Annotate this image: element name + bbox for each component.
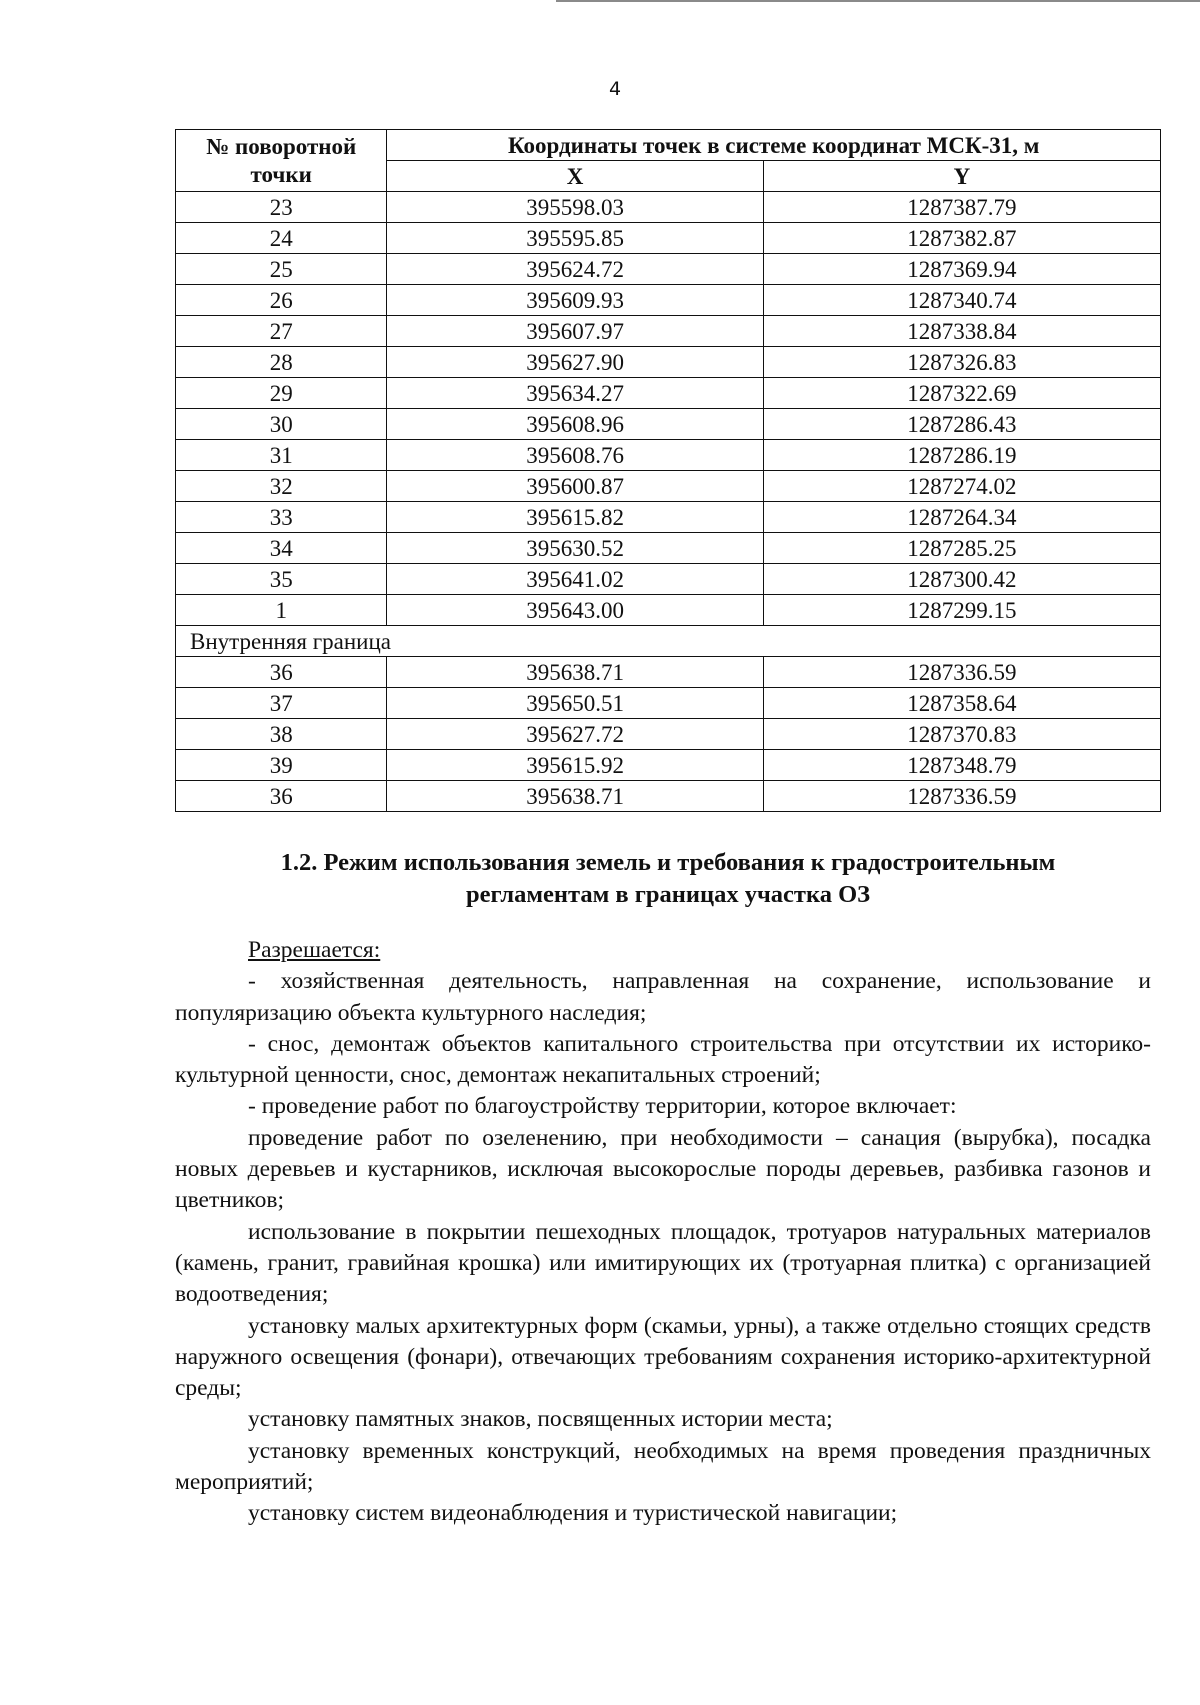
x-coordinate-cell: 395638.71 [387,657,763,688]
x-coordinate-cell: 395641.02 [387,564,763,595]
point-number-cell: 34 [176,533,387,564]
paragraph: установку временных конструкций, необходимых на время проведения праздничных мероприятий; [175,1437,1151,1496]
x-coordinate-cell: 395634.27 [387,378,763,409]
table-row [176,688,1161,719]
paragraph: установку малых архитектурных форм (скамьи, урны), а также отдельно стоящих средств наружного освещения (фонари), отвечающих требованиям сохранения историко-архитектурной среды; [175,1312,1151,1402]
inner-boundary-rows [176,657,1161,812]
allowed-label: Разрешается: [248,937,381,963]
x-coordinate-cell: 395600.87 [387,471,763,502]
point-number-cell: 1 [176,595,387,626]
x-coordinate-cell: 395595.85 [387,223,763,254]
y-coordinate-cell: 1287264.34 [763,502,1160,533]
y-coordinate-cell: 1287286.43 [763,409,1160,440]
y-coordinate-cell: 1287338.84 [763,316,1160,347]
section-body [175,935,1151,1530]
header-y: Y [763,161,1160,192]
point-number-cell: 37 [176,688,387,719]
point-number-cell: 30 [176,409,387,440]
paragraph: установку памятных знаков, посвященных истории места; [248,1406,833,1433]
x-coordinate-cell: 395598.03 [387,192,763,223]
table-row [176,781,1161,812]
x-coordinate-cell: 395609.93 [387,285,763,316]
y-coordinate-cell: 1287387.79 [763,192,1160,223]
point-number-cell: 23 [176,192,387,223]
y-coordinate-cell: 1287285.25 [763,533,1160,564]
point-number-cell: 39 [176,750,387,781]
x-coordinate-cell: 395608.76 [387,440,763,471]
x-coordinate-cell: 395624.72 [387,254,763,285]
paragraph: установку систем видеонаблюдения и туристической навигации; [248,1500,898,1527]
y-coordinate-cell: 1287358.64 [763,688,1160,719]
table-row [176,750,1161,781]
y-coordinate-cell: 1287348.79 [763,750,1160,781]
x-coordinate-cell: 395607.97 [387,316,763,347]
table-row [176,409,1161,440]
y-coordinate-cell: 1287300.42 [763,564,1160,595]
point-number-cell: 24 [176,223,387,254]
y-coordinate-cell: 1287336.59 [763,781,1160,812]
point-number-cell: 25 [176,254,387,285]
header-x: X [387,161,763,192]
table-row [176,564,1161,595]
table-row [176,223,1161,254]
point-number-cell: 28 [176,347,387,378]
inner-boundary-label: Внутренняя граница [176,626,1161,657]
table-row [176,254,1161,285]
table-row [176,502,1161,533]
y-coordinate-cell: 1287336.59 [763,657,1160,688]
x-coordinate-cell: 395630.52 [387,533,763,564]
paragraph: - снос, демонтаж объектов капитального строительства при отсутствии их историко-культурной ценности, снос, демонтаж некапитальных строений; [175,1030,1151,1089]
table-row [176,316,1161,347]
table-row [176,719,1161,750]
paragraph: использование в покрытии пешеходных площадок, тротуаров натуральных материалов (камень, гранит, гравийная крошка) или имитирующих их (тротуарная плитка) с организацией водоотведения; [175,1218,1151,1308]
header-point-number: № поворотной точки [176,130,387,192]
x-coordinate-cell: 395627.90 [387,347,763,378]
top-edge-rule [556,0,1200,2]
table-row [176,347,1161,378]
y-coordinate-cell: 1287370.83 [763,719,1160,750]
outer-boundary-rows [176,192,1161,626]
y-coordinate-cell: 1287299.15 [763,595,1160,626]
point-number-cell: 35 [176,564,387,595]
section-heading-line1: 1.2. Режим использования земель и требования к градостроительным [280,849,1056,876]
point-number-cell: 31 [176,440,387,471]
x-coordinate-cell: 395615.92 [387,750,763,781]
paragraph: - проведение работ по благоустройству территории, которое включает: [248,1093,957,1120]
page-number: 4 [608,78,622,100]
y-coordinate-cell: 1287382.87 [763,223,1160,254]
table-row [176,378,1161,409]
table-row [176,440,1161,471]
point-number-cell: 29 [176,378,387,409]
table-row [176,192,1161,223]
table-row [176,533,1161,564]
x-coordinate-cell: 395608.96 [387,409,763,440]
x-coordinate-cell: 395627.72 [387,719,763,750]
paragraph: проведение работ по озеленению, при необходимости – санация (вырубка), посадка новых деревьев и кустарников, исключая высокорослые породы деревьев, разбивка газонов и цветников; [175,1124,1151,1214]
x-coordinate-cell: 395638.71 [387,781,763,812]
point-number-cell: 33 [176,502,387,533]
section-row-inner-boundary [176,626,1161,657]
point-number-cell: 26 [176,285,387,316]
point-number-cell: 36 [176,781,387,812]
header-coordinates-group: Координаты точек в системе координат МСК-31, м [387,130,1161,161]
point-number-cell: 27 [176,316,387,347]
table-row [176,595,1161,626]
y-coordinate-cell: 1287274.02 [763,471,1160,502]
section-heading [175,847,1161,911]
y-coordinate-cell: 1287322.69 [763,378,1160,409]
x-coordinate-cell: 395650.51 [387,688,763,719]
y-coordinate-cell: 1287369.94 [763,254,1160,285]
table-row [176,285,1161,316]
paragraph: - хозяйственная деятельность, направленная на сохранение, использование и популяризацию объекта культурного наследия; [175,968,1151,1026]
y-coordinate-cell: 1287286.19 [763,440,1160,471]
y-coordinate-cell: 1287340.74 [763,285,1160,316]
table-row [176,657,1161,688]
x-coordinate-cell: 395643.00 [387,595,763,626]
table-row [176,471,1161,502]
point-number-cell: 36 [176,657,387,688]
section-heading-line2: регламентам в границах участка ОЗ [465,881,871,908]
x-coordinate-cell: 395615.82 [387,502,763,533]
point-number-cell: 38 [176,719,387,750]
y-coordinate-cell: 1287326.83 [763,347,1160,378]
coordinates-table [175,129,1161,812]
point-number-cell: 32 [176,471,387,502]
